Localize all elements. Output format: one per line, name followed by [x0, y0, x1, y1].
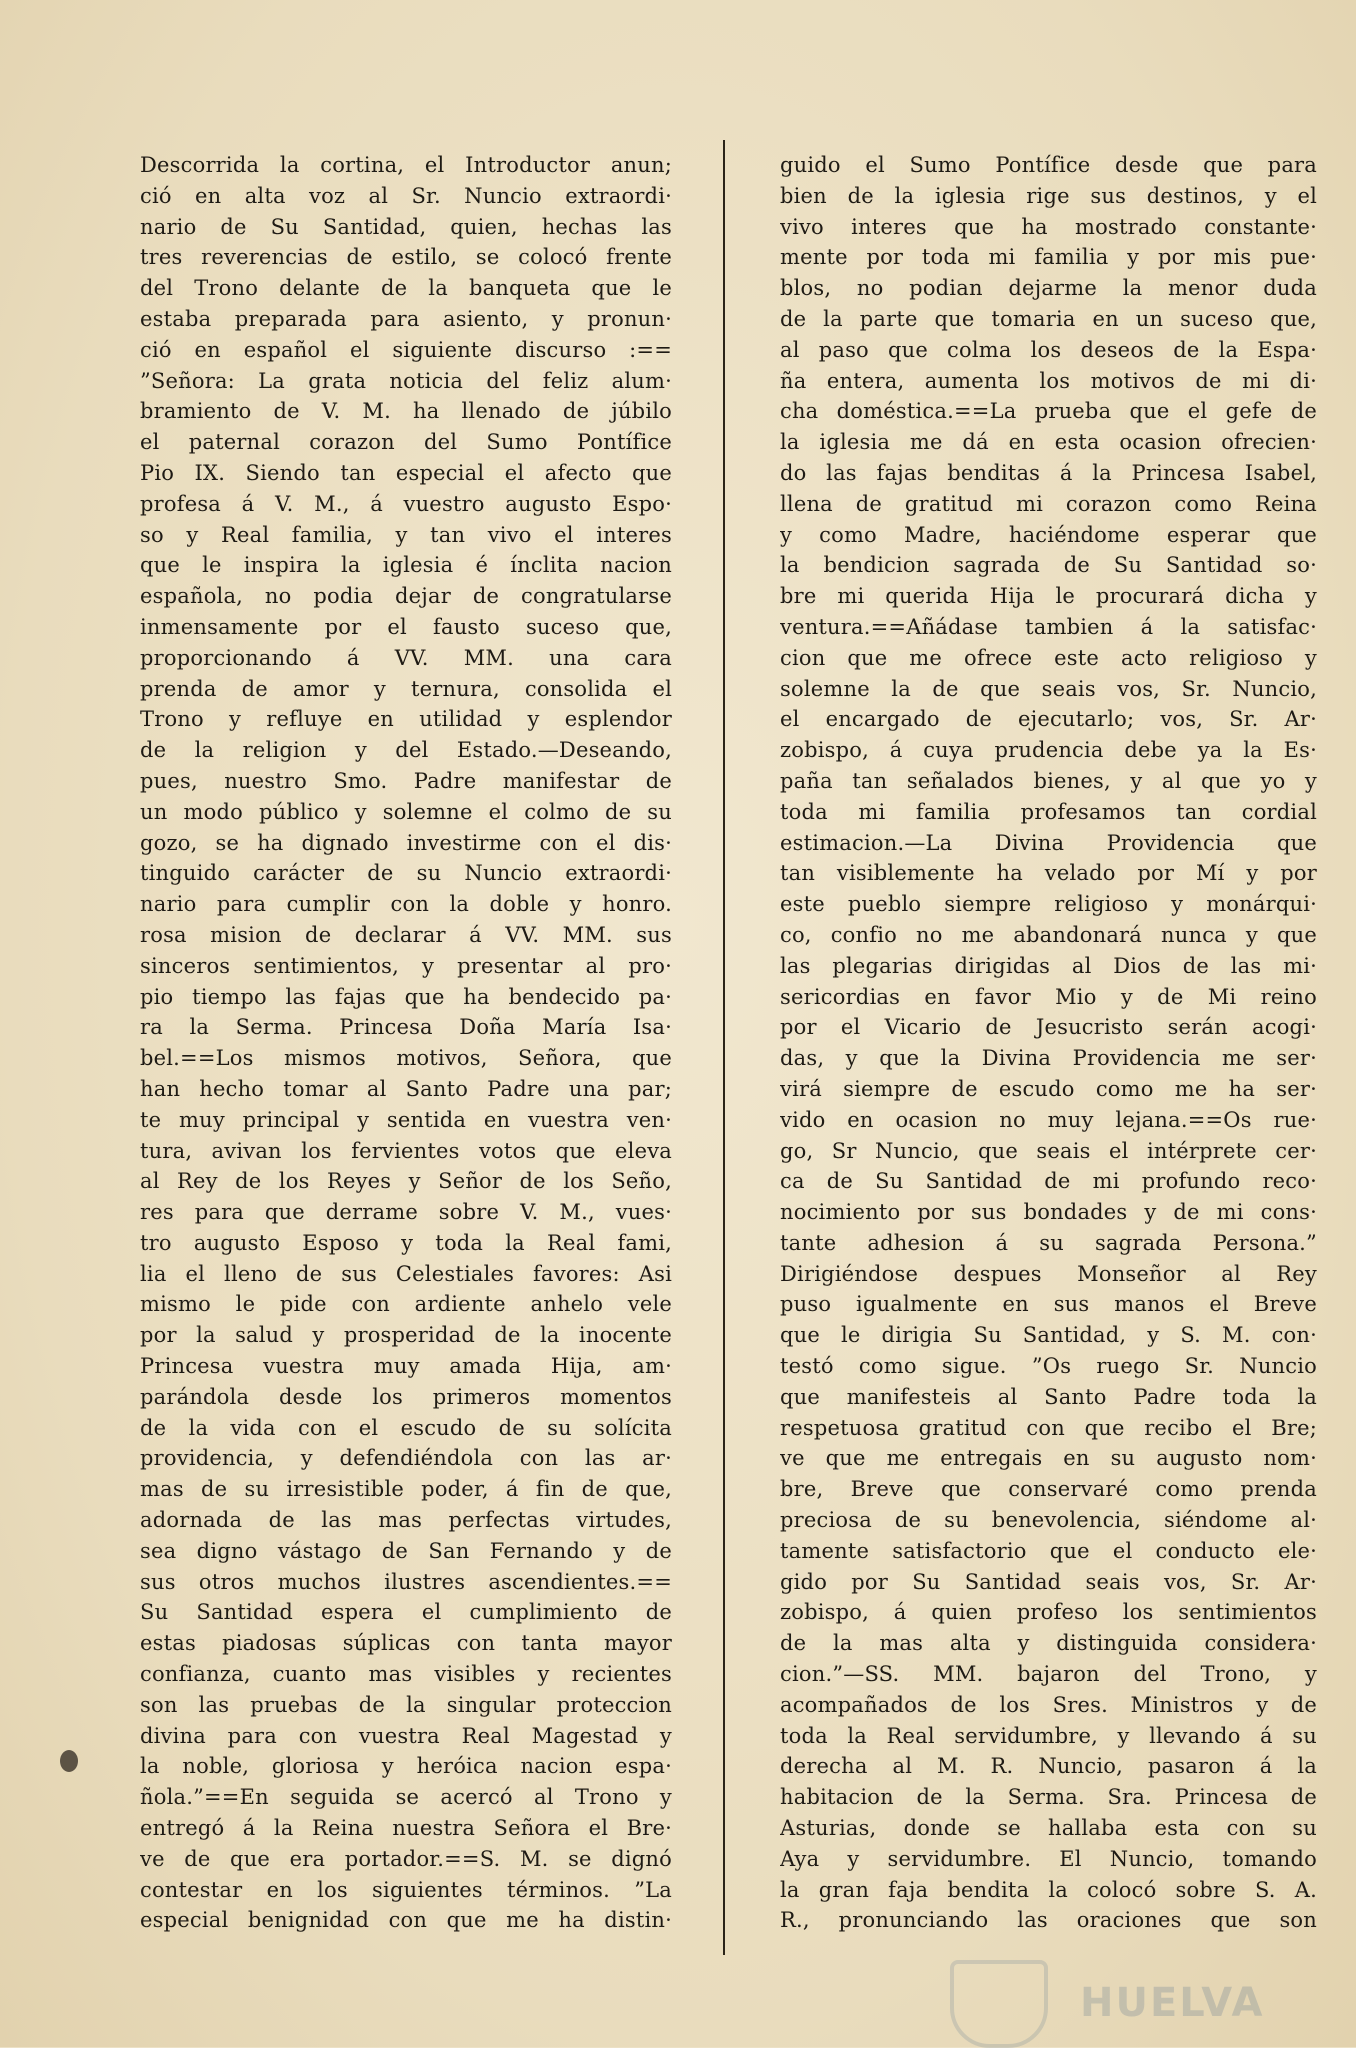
text-line: go, Sr Nuncio, que seais el intérprete cer· [780, 1138, 1317, 1163]
text-line: toda la Real servidumbre, y llevando á su [780, 1723, 1317, 1748]
text-line: solemne la de que seais vos, Sr. Nuncio, [780, 676, 1317, 701]
text-line: divina para con vuestra Real Magestad y [140, 1723, 672, 1748]
text-line: ció en alta voz al Sr. Nuncio extraordi· [140, 183, 672, 208]
text-line: providencia, y defendiéndola con las ar· [140, 1446, 672, 1471]
text-line: vido en ocasion no muy lejana.==Os rue· [780, 1107, 1317, 1132]
text-line: R., pronunciando las oraciones que son [780, 1908, 1317, 1933]
text-line: contestar en los siguientes términos. ”La [140, 1877, 672, 1902]
text-line: sea digno vástago de San Fernando y de [140, 1538, 672, 1563]
text-line: proporcionando á VV. MM. una cara [140, 645, 672, 670]
text-line: Aya y servidumbre. El Nuncio, tomando [780, 1846, 1317, 1871]
text-line: acompañados de los Sres. Ministros y de [780, 1692, 1317, 1717]
text-line: ca de Su Santidad de mi profundo reco· [780, 1169, 1317, 1194]
text-line: prenda de amor y ternura, consolida el [140, 676, 672, 701]
text-line: derecha al M. R. Nuncio, pasaron á la [780, 1754, 1317, 1779]
text-line: la bendicion sagrada de Su Santidad so· [780, 553, 1317, 578]
text-line: han hecho tomar al Santo Padre una par; [140, 1076, 672, 1101]
text-line: las plegarias dirigidas al Dios de las mi· [780, 953, 1317, 978]
text-line: un modo público y solemne el colmo de su [140, 799, 672, 824]
text-line: blos, no podian dejarme la menor duda [780, 276, 1317, 301]
text-line: mente por toda mi familia y por mis pue· [780, 245, 1317, 270]
text-line: confianza, cuanto mas visibles y recientes [140, 1662, 672, 1687]
text-line: tante adhesion á su sagrada Persona.” [780, 1230, 1317, 1255]
text-line: ”Señora: La grata noticia del feliz alum· [140, 368, 672, 393]
text-line: de la parte que tomaria en un suceso que, [780, 306, 1317, 331]
text-line: mismo le pide con ardiente anhelo vele [140, 1292, 672, 1317]
text-line: so y Real familia, y tan vivo el interes [140, 522, 672, 547]
text-line: rosa mision de declarar á VV. MM. sus [140, 922, 672, 947]
text-line: Princesa vuestra muy amada Hija, am· [140, 1354, 672, 1379]
text-line: ve que me entregais en su augusto nom· [780, 1446, 1317, 1471]
text-line: guido el Sumo Pontífice desde que para [780, 153, 1317, 177]
text-line: tamente satisfactorio que el conducto ele· [780, 1538, 1317, 1563]
text-line: preciosa de su benevolencia, siéndome al· [780, 1508, 1317, 1533]
text-line: res para que derrame sobre V. M., vues· [140, 1200, 672, 1225]
archive-shield-icon [950, 1960, 1048, 2048]
text-line: son las pruebas de la singular proteccion [140, 1692, 672, 1717]
text-line: Pio IX. Siendo tan especial el afecto que [140, 460, 672, 485]
text-line: que le inspira la iglesia é ínclita nacion [140, 553, 672, 578]
text-line: inmensamente por el fausto suceso que, [140, 614, 672, 639]
text-line: tan visiblemente ha velado por Mí y por [780, 861, 1317, 886]
text-line: das, y que la Divina Providencia me ser· [780, 1046, 1317, 1071]
left-text-column [140, 150, 672, 1936]
text-line: respetuosa gratitud con que recibo el Bre; [780, 1415, 1317, 1440]
text-line: ve de que era portador.==S. M. se dignó [140, 1846, 672, 1871]
text-line: testó como sigue. ”Os ruego Sr. Nuncio [780, 1354, 1317, 1379]
text-line: la gran faja bendita la colocó sobre S. A. [780, 1877, 1317, 1902]
text-line: pio tiempo las fajas que ha bendecido pa· [140, 984, 672, 1009]
text-line: sus otros muchos ilustres ascendientes.== [140, 1569, 672, 1594]
text-line: puso igualmente en sus manos el Breve [780, 1292, 1317, 1317]
text-line: zobispo, á cuya prudencia debe ya la Es· [780, 738, 1317, 763]
text-line: entregó á la Reina nuestra Señora el Bre· [140, 1816, 672, 1841]
text-line: de la religion y del Estado.—Deseando, [140, 738, 672, 763]
text-line: ñola.”==En seguida se acercó al Trono y [140, 1785, 672, 1810]
text-line: parándola desde los primeros momentos [140, 1384, 672, 1409]
archive-watermark: HUELVA [1080, 1980, 1265, 2026]
text-line: Descorrida la cortina, el Introductor anun; [140, 153, 672, 177]
text-line: el encargado de ejecutarlo; vos, Sr. Ar· [780, 707, 1317, 732]
text-line: lia el lleno de sus Celestiales favores: Asi [140, 1261, 672, 1286]
text-line: ció en español el siguiente discurso :== [140, 337, 672, 362]
text-line: por la salud y prosperidad de la inocente [140, 1323, 672, 1348]
text-line: llena de gratitud mi corazon como Reina [780, 491, 1317, 516]
text-line: Dirigiéndose despues Monseñor al Rey [780, 1261, 1317, 1286]
text-line: zobispo, á quien profeso los sentimientos [780, 1600, 1317, 1625]
text-line: bel.==Los mismos motivos, Señora, que [140, 1046, 672, 1071]
text-line: española, no podia dejar de congratularse [140, 584, 672, 609]
text-line: de la vida con el escudo de su solícita [140, 1415, 672, 1440]
column-divider [723, 140, 725, 1955]
text-line: de la mas alta y distinguida considera· [780, 1631, 1317, 1656]
text-line: que manifesteis al Santo Padre toda la [780, 1384, 1317, 1409]
text-line: profesa á V. M., á vuestro augusto Espo· [140, 491, 672, 516]
text-line: estas piadosas súplicas con tanta mayor [140, 1631, 672, 1656]
text-line: tro augusto Esposo y toda la Real fami, [140, 1230, 672, 1255]
text-line: que le dirigia Su Santidad, y S. M. con· [780, 1323, 1317, 1348]
text-line: nario de Su Santidad, quien, hechas las [140, 214, 672, 239]
text-line: mas de su irresistible poder, á fin de que, [140, 1477, 672, 1502]
text-line: por el Vicario de Jesucristo serán acogi· [780, 1015, 1317, 1040]
text-line: cion que me ofrece este acto religioso y [780, 645, 1317, 670]
text-line: tura, avivan los fervientes votos que eleva [140, 1138, 672, 1163]
text-line: vivo interes que ha mostrado constante· [780, 214, 1317, 239]
text-line: Asturias, donde se hallaba esta con su [780, 1816, 1317, 1841]
text-line: ra la Serma. Princesa Doña María Isa· [140, 1015, 672, 1040]
text-line: co, confio no me abandonará nunca y que [780, 922, 1317, 947]
text-line: este pueblo siempre religioso y monárqui· [780, 892, 1317, 917]
text-line: y como Madre, haciéndome esperar que [780, 522, 1317, 547]
text-line: do las fajas benditas á la Princesa Isabel, [780, 460, 1317, 485]
text-line: la iglesia me dá en esta ocasion ofrecien· [780, 430, 1317, 455]
text-line: bre, Breve que conservaré como prenda [780, 1477, 1317, 1502]
text-line: paña tan señalados bienes, y al que yo y [780, 768, 1317, 793]
text-line: tinguido carácter de su Nuncio extraordi· [140, 861, 672, 886]
text-line: gozo, se ha dignado investirme con el dis· [140, 830, 672, 855]
text-line: cha doméstica.==La prueba que el gefe de [780, 399, 1317, 424]
text-line: bramiento de V. M. ha llenado de júbilo [140, 399, 672, 424]
text-line: pues, nuestro Smo. Padre manifestar de [140, 768, 672, 793]
text-line: sericordias en favor Mio y de Mi reino [780, 984, 1317, 1009]
ink-blot [60, 1750, 78, 1772]
text-line: bre mi querida Hija le procurará dicha y [780, 584, 1317, 609]
text-line: toda mi familia profesamos tan cordial [780, 799, 1317, 824]
text-line: gido por Su Santidad seais vos, Sr. Ar· [780, 1569, 1317, 1594]
text-line: adornada de las mas perfectas virtudes, [140, 1508, 672, 1533]
text-line: tres reverencias de estilo, se colocó frente [140, 245, 672, 270]
text-line: ña entera, aumenta los motivos de mi di· [780, 368, 1317, 393]
right-text-column [780, 150, 1317, 1936]
text-line: al Rey de los Reyes y Señor de los Seño, [140, 1169, 672, 1194]
text-line: estimacion.—La Divina Providencia que [780, 830, 1317, 855]
text-line: ventura.==Añádase tambien á la satisfac· [780, 614, 1317, 639]
text-line: Su Santidad espera el cumplimiento de [140, 1600, 672, 1625]
text-line: nario para cumplir con la doble y honro. [140, 892, 672, 917]
text-line: te muy principal y sentida en vuestra ven· [140, 1107, 672, 1132]
text-line: cion.”—SS. MM. bajaron del Trono, y [780, 1662, 1317, 1687]
text-line: al paso que colma los deseos de la Espa· [780, 337, 1317, 362]
text-line: virá siempre de escudo como me ha ser· [780, 1076, 1317, 1101]
text-line: el paternal corazon del Sumo Pontífice [140, 430, 672, 455]
text-line: bien de la iglesia rige sus destinos, y el [780, 183, 1317, 208]
text-line: la noble, gloriosa y heróica nacion espa· [140, 1754, 672, 1779]
text-line: nocimiento por sus bondades y de mi cons· [780, 1200, 1317, 1225]
text-line: habitacion de la Serma. Sra. Princesa de [780, 1785, 1317, 1810]
text-line: especial benignidad con que me ha distin· [140, 1908, 672, 1933]
text-line: sinceros sentimientos, y presentar al pro· [140, 953, 672, 978]
text-line: Trono y refluye en utilidad y esplendor [140, 707, 672, 732]
text-line: del Trono delante de la banqueta que le [140, 276, 672, 301]
text-line: estaba preparada para asiento, y pronun· [140, 306, 672, 331]
